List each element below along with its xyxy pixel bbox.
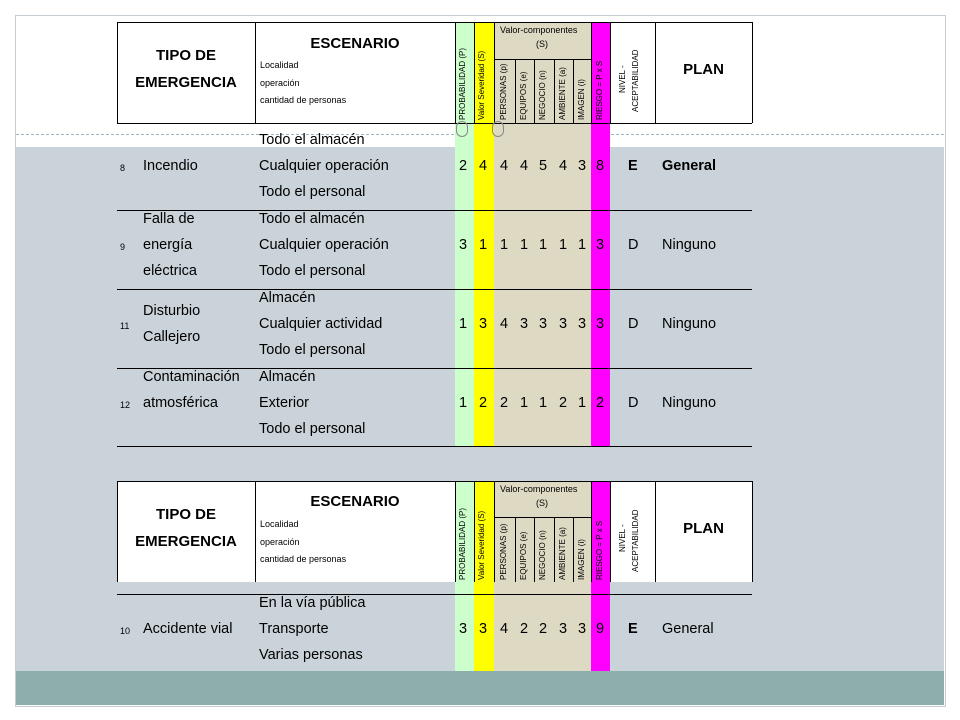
header-riesgo: RIESGO = P x S bbox=[595, 60, 604, 120]
value-personas: 4 bbox=[499, 158, 509, 174]
value-plan: Ninguno bbox=[662, 237, 717, 253]
value-equipos: 2 bbox=[519, 621, 529, 637]
row-tipo-2: atmosférica bbox=[143, 395, 218, 411]
value-nivel: E bbox=[628, 621, 638, 637]
header-negocio: NEGOCIO (n) bbox=[538, 70, 547, 120]
header-riesgo: RIESGO = P x S bbox=[595, 520, 604, 580]
value-nivel: D bbox=[628, 316, 639, 332]
value-s: 4 bbox=[478, 158, 488, 174]
value-s: 2 bbox=[478, 395, 488, 411]
header-nivel: NIVEL - bbox=[618, 524, 627, 552]
value-plan: General bbox=[662, 158, 716, 174]
row-tipo-3: eléctrica bbox=[143, 263, 197, 279]
row-escenario-3: Todo el personal bbox=[259, 342, 366, 358]
value-riesgo: 2 bbox=[595, 395, 605, 411]
header-sub-operacion: operación bbox=[260, 78, 300, 88]
value-personas: 2 bbox=[499, 395, 509, 411]
header-negocio: NEGOCIO (n) bbox=[538, 530, 547, 580]
value-nivel: E bbox=[628, 158, 638, 174]
row-tipo-2: Callejero bbox=[143, 329, 201, 345]
header-sub-personas: cantidad de personas bbox=[260, 95, 347, 105]
value-ambiente: 4 bbox=[558, 158, 568, 174]
row-escenario-1: En la vía pública bbox=[259, 595, 366, 611]
value-imagen: 1 bbox=[577, 395, 587, 411]
value-imagen: 3 bbox=[577, 621, 587, 637]
header-escenario: ESCENARIO bbox=[310, 35, 400, 52]
row-escenario-2: Cualquier operación bbox=[259, 237, 389, 253]
row-escenario-2: Cualquier operación bbox=[259, 158, 389, 174]
value-personas: 4 bbox=[499, 316, 509, 332]
row-escenario-1: Almacén bbox=[259, 369, 316, 385]
value-riesgo: 3 bbox=[595, 316, 605, 332]
row-tipo-2: energía bbox=[143, 237, 193, 253]
value-imagen: 1 bbox=[577, 237, 587, 253]
header-severidad: Valor Severidad (S) bbox=[477, 50, 486, 120]
header-ambiente: AMBIENTE (a) bbox=[558, 527, 567, 580]
value-plan: Ninguno bbox=[662, 316, 717, 332]
header-imagen: IMAGEN (i) bbox=[577, 79, 586, 120]
header-ambiente: AMBIENTE (a) bbox=[558, 67, 567, 120]
row-escenario-2: Cualquier actividad bbox=[259, 316, 383, 332]
header-personas: PERSONAS (p) bbox=[499, 523, 508, 580]
row-escenario-2: Transporte bbox=[259, 621, 329, 637]
row-id: 9 bbox=[120, 242, 126, 252]
row-tipo-1: Contaminación bbox=[143, 369, 240, 385]
value-negocio: 1 bbox=[538, 395, 548, 411]
value-p: 3 bbox=[458, 237, 468, 253]
row-id: 8 bbox=[120, 163, 126, 173]
row-id: 11 bbox=[120, 321, 130, 331]
curl-decoration bbox=[492, 121, 504, 137]
value-negocio: 2 bbox=[538, 621, 548, 637]
value-equipos: 4 bbox=[519, 158, 529, 174]
row-escenario-3: Varias personas bbox=[259, 647, 363, 663]
row-escenario-3: Todo el personal bbox=[259, 263, 366, 279]
header-s: (S) bbox=[536, 498, 548, 508]
header-probabilidad: PROBABILIDAD (P) bbox=[458, 507, 467, 580]
header-escenario: ESCENARIO bbox=[310, 493, 400, 510]
curl-decoration bbox=[456, 121, 468, 137]
value-riesgo: 8 bbox=[595, 158, 605, 174]
value-s: 3 bbox=[478, 621, 488, 637]
value-negocio: 3 bbox=[538, 316, 548, 332]
row-tipo-1: Falla de bbox=[143, 211, 195, 227]
value-ambiente: 1 bbox=[558, 237, 568, 253]
value-imagen: 3 bbox=[577, 316, 587, 332]
row-escenario-1: Almacén bbox=[259, 290, 316, 306]
header-valor-componentes: Valor-componentes bbox=[500, 25, 578, 35]
value-ambiente: 2 bbox=[558, 395, 568, 411]
header-aceptabilidad: ACEPTABILIDAD bbox=[631, 509, 640, 572]
value-s: 3 bbox=[478, 316, 488, 332]
value-personas: 4 bbox=[499, 621, 509, 637]
value-imagen: 3 bbox=[577, 158, 587, 174]
value-personas: 1 bbox=[499, 237, 509, 253]
value-riesgo: 9 bbox=[595, 621, 605, 637]
header-tipo-line2: EMERGENCIA bbox=[135, 74, 237, 91]
value-p: 1 bbox=[458, 395, 468, 411]
value-plan: Ninguno bbox=[662, 395, 717, 411]
header-severidad: Valor Severidad (S) bbox=[477, 510, 486, 580]
value-riesgo: 3 bbox=[595, 237, 605, 253]
row-tipo-1: Disturbio bbox=[143, 303, 201, 319]
row-tipo: Accidente vial bbox=[143, 621, 233, 637]
row-escenario-3: Todo el personal bbox=[259, 184, 366, 200]
row-tipo: Incendio bbox=[143, 158, 198, 174]
header-tipo-line1: TIPO DE bbox=[155, 506, 216, 523]
row-id: 10 bbox=[120, 626, 131, 636]
value-p: 1 bbox=[458, 316, 468, 332]
header-sub-operacion: operación bbox=[260, 537, 300, 547]
value-nivel: D bbox=[628, 237, 639, 253]
row-escenario-1: Todo el almacén bbox=[259, 132, 365, 148]
header-personas: PERSONAS (p) bbox=[499, 63, 508, 120]
value-plan: General bbox=[662, 621, 714, 637]
bottom-band bbox=[16, 671, 944, 705]
row-escenario-1: Todo el almacén bbox=[259, 211, 365, 227]
value-nivel: D bbox=[628, 395, 639, 411]
value-ambiente: 3 bbox=[558, 316, 568, 332]
header-tipo-line2: EMERGENCIA bbox=[135, 533, 237, 550]
header-probabilidad: PROBABILIDAD (P) bbox=[458, 47, 467, 120]
header-sub-localidad: Localidad bbox=[260, 60, 299, 70]
header-tipo-line1: TIPO DE bbox=[155, 47, 216, 64]
header-equipos: EQUIPOS (e) bbox=[519, 531, 528, 580]
header-plan: PLAN bbox=[683, 520, 724, 537]
value-equipos: 3 bbox=[519, 316, 529, 332]
header-plan: PLAN bbox=[683, 61, 724, 78]
header-sub-personas: cantidad de personas bbox=[260, 554, 347, 564]
value-equipos: 1 bbox=[519, 237, 529, 253]
value-ambiente: 3 bbox=[558, 621, 568, 637]
header-nivel: NIVEL - bbox=[618, 65, 627, 93]
row-escenario-2: Exterior bbox=[259, 395, 309, 411]
header-aceptabilidad: ACEPTABILIDAD bbox=[631, 49, 640, 112]
header-imagen: IMAGEN (i) bbox=[577, 539, 586, 580]
header-s: (S) bbox=[536, 39, 548, 49]
value-equipos: 1 bbox=[519, 395, 529, 411]
row-id: 12 bbox=[120, 400, 131, 410]
value-negocio: 1 bbox=[538, 237, 548, 253]
value-s: 1 bbox=[478, 237, 488, 253]
header-equipos: EQUIPOS (e) bbox=[519, 71, 528, 120]
value-p: 2 bbox=[458, 158, 468, 174]
header-valor-componentes: Valor-componentes bbox=[500, 484, 578, 494]
value-negocio: 5 bbox=[538, 158, 548, 174]
value-p: 3 bbox=[458, 621, 468, 637]
row-escenario-3: Todo el personal bbox=[259, 421, 366, 437]
header-sub-localidad: Localidad bbox=[260, 519, 299, 529]
